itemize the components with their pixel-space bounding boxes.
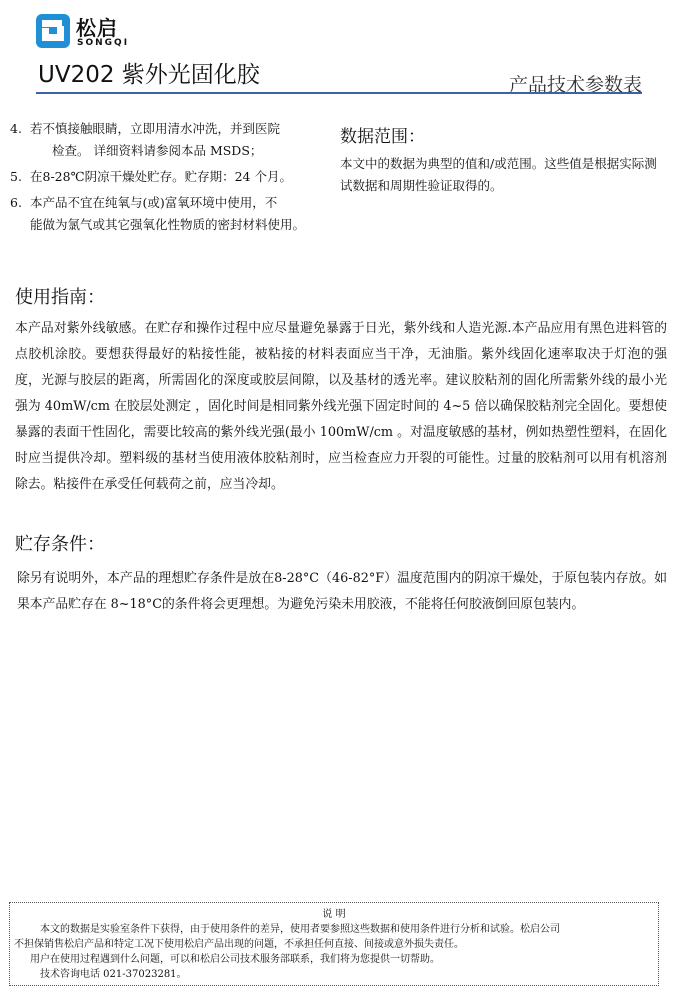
usage-text: 本产品对紫外线敏感。在贮存和操作过程中应尽量避免暴露于日光，紫外线和人造光源.本产品应用有黑色进料管的点胶机涂胶。要想获得最好的粘接性能，被粘接的材料表面应当干净，无油脂。紫外线固化速率取决于灯泡的强度，光源与胶层的距离，所需固化的深度或胶层间隙，以及基材的透光率。建议胶粘剂的固化所需紫外线的最小光强为 40mW/cm 在胶层处测定 ，固化时间是相同紫外线光强下固定时间的 4~5 倍以确保胶粘剂完全固化。要想使暴露的表面干性固化，需要比较高的紫外线光强(最小 100mW/cm 。对温度敏感的基材，例如热塑性塑料，在固化时应当提供冷却。塑料级的基材当使用液体胶粘剂时，应当检查应力开裂的可能性。过量的胶粘剂可以用有机溶剂除去。粘接件在承受任何载荷之前，应当冷却。 <box>15 321 667 492</box>
storage-heading: 贮存条件： <box>15 534 105 555</box>
disclaimer-box <box>9 902 659 986</box>
data-range-text: 本文中的数据为典型的值和/或范围。这些值是根据实际测试数据和周期性验证取得的。 <box>340 156 657 193</box>
list-item-text-cont: 能做为氯气或其它强氧化性物质的密封材料使用。 <box>30 217 306 232</box>
precautions-list <box>10 118 310 236</box>
header-divider <box>36 92 642 94</box>
list-item <box>10 192 310 236</box>
brand-logo <box>36 14 166 54</box>
doc-type-label: 产品技术参数表 <box>508 74 642 96</box>
brand-name-cn: 松启 <box>76 16 118 40</box>
list-item-text-cont: 检查。 详细资料请参阅本品 MSDS； <box>52 143 263 158</box>
list-item-number: 5. <box>10 169 22 184</box>
usage-heading: 使用指南： <box>15 287 105 308</box>
list-item-number: 6. <box>10 195 22 210</box>
list-item <box>10 118 310 162</box>
list-item <box>10 166 310 188</box>
brand-name-en: SONGQI <box>77 38 130 48</box>
data-range-section <box>340 122 660 197</box>
disclaimer-line: 本文的数据是实验室条件下获得，由于使用条件的差异，使用者要参照这些数据和使用条件进行分析和试验。松启公司 <box>40 924 560 935</box>
list-item-text: 本产品不宜在纯氧与(或)富氧环境中使用，不 <box>30 195 278 210</box>
list-item-text: 若不慎接触眼睛，立即用清水冲洗，并到医院 <box>30 121 281 136</box>
disclaimer-title: 说 明 <box>322 909 346 920</box>
storage-text: 除另有说明外，本产品的理想贮存条件是放在8-28°C（46-82°F）温度范围内的阴凉干燥处，于原包装内存放。如果本产品贮存在 8~18°C的条件将会更理想。为避免污染未用胶液，不能将任何胶液倒回原包装内。 <box>17 571 667 612</box>
product-title: UV202 紫外光固化胶 <box>38 62 260 88</box>
songqi-logo-icon <box>36 14 70 48</box>
disclaimer-line: 不担保销售松启产品和特定工况下使用松启产品出现的问题，不承担任何直接、间接或意外损失责任。 <box>14 939 464 950</box>
disclaimer-line: 技术咨询电话 021-37023281。 <box>40 969 187 980</box>
disclaimer-line: 用户在使用过程遇到什么问题，可以和松启公司技术服务部联系，我们将为您提供一切帮助。 <box>30 954 440 965</box>
list-item-text: 在8-28℃阴凉干燥处贮存。贮存期：24 个月。 <box>30 169 292 184</box>
list-item-number: 4. <box>10 121 22 136</box>
data-range-heading: 数据范围： <box>340 127 425 147</box>
